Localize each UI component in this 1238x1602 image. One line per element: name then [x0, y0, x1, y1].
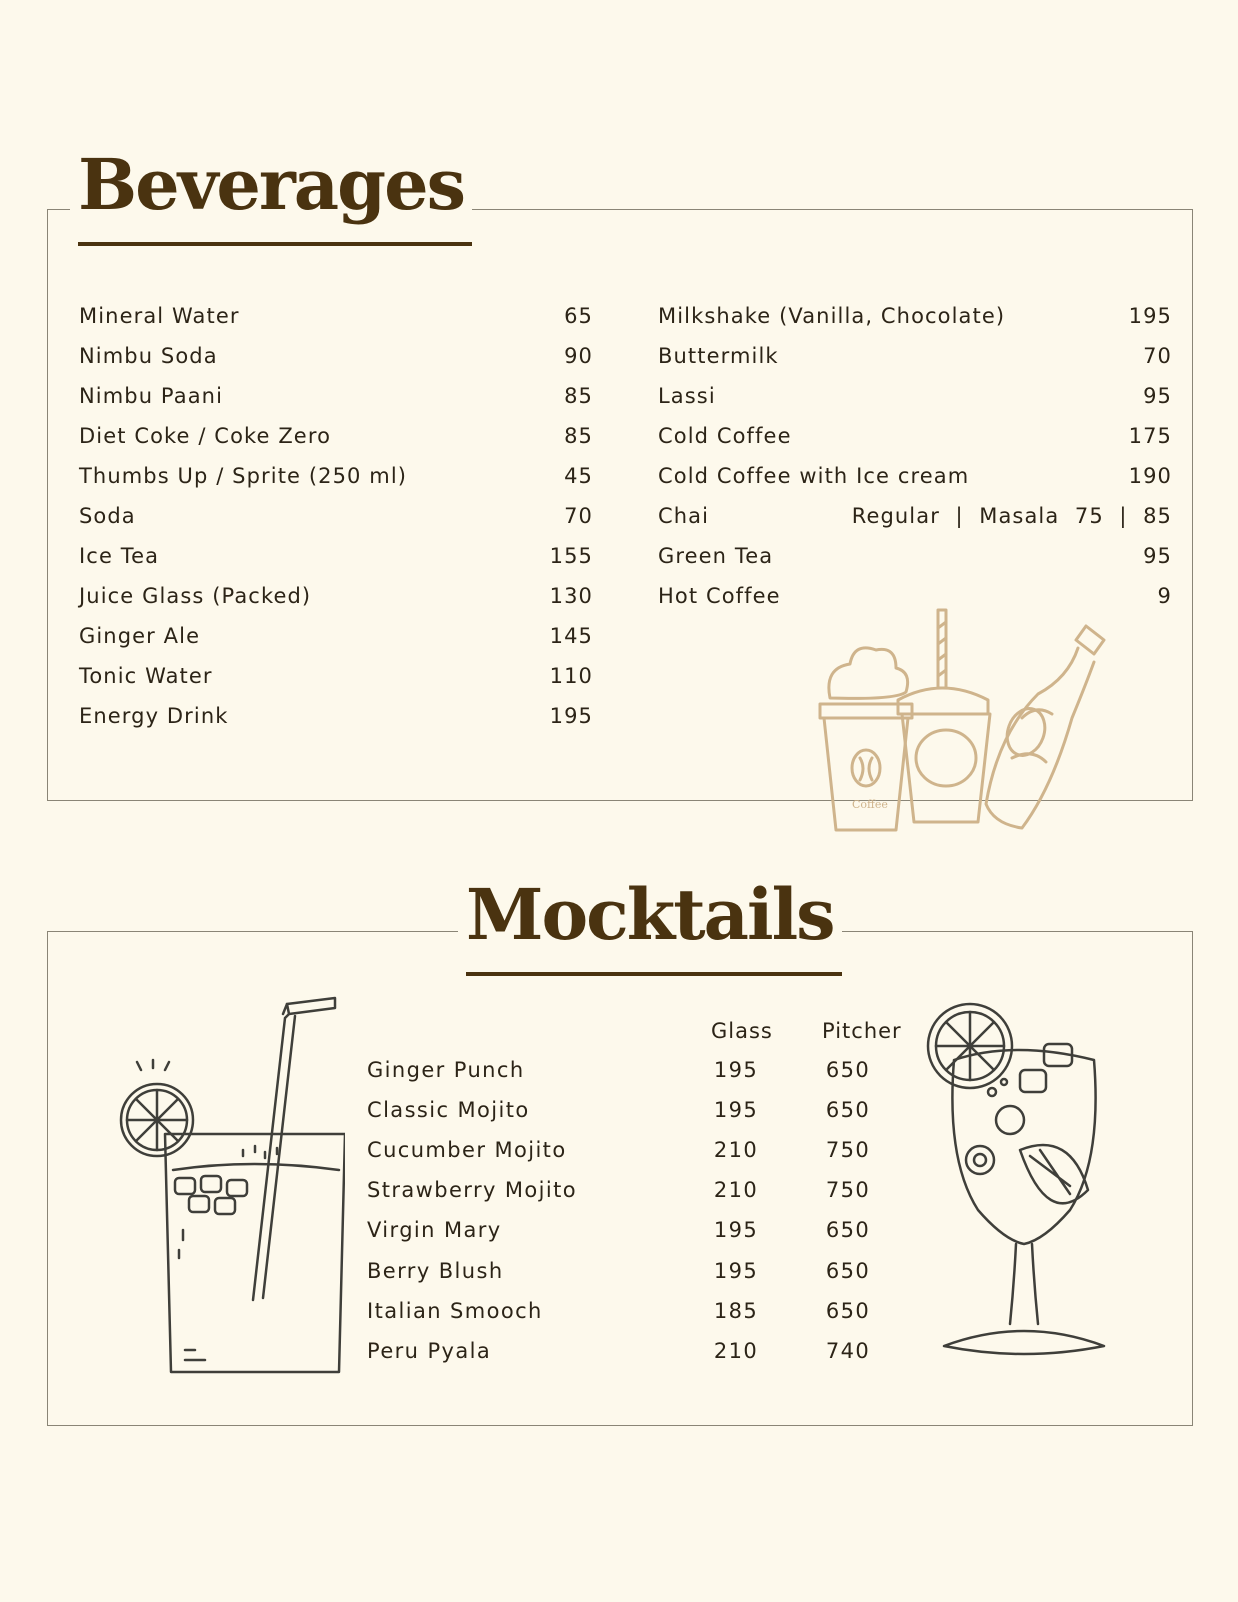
item-name: Juice Glass (Packed) — [79, 584, 312, 608]
mocktail-row — [367, 1135, 887, 1165]
menu-item — [79, 621, 593, 651]
item-name: Italian Smooch — [367, 1299, 543, 1323]
soda-bottle-icon — [986, 626, 1104, 828]
pitcher-price: 650 — [825, 1299, 871, 1323]
pitcher-price: 650 — [825, 1098, 871, 1122]
item-name: Nimbu Paani — [79, 384, 224, 408]
item-name: Ginger Punch — [367, 1058, 525, 1082]
mocktail-row — [367, 1055, 887, 1085]
pitcher-price: 650 — [825, 1259, 871, 1283]
chai-price-options: Regular | Masala 75 | 85 — [851, 504, 1172, 528]
item-price: 9 — [1157, 584, 1172, 608]
menu-item — [79, 421, 593, 451]
menu-item — [79, 461, 593, 491]
glass-price: 210 — [713, 1178, 759, 1202]
item-price: 45 — [564, 464, 593, 488]
mocktail-row — [367, 1095, 887, 1125]
item-name: Mineral Water — [79, 304, 240, 328]
glass-price: 195 — [713, 1259, 759, 1283]
item-name: Ginger Ale — [79, 624, 201, 648]
pitcher-price: 750 — [825, 1178, 871, 1202]
glass-column-header: Glass — [711, 1019, 773, 1043]
beverages-title-underline — [78, 242, 472, 246]
item-name: Thumbs Up / Sprite (250 ml) — [79, 464, 408, 488]
menu-item — [79, 701, 593, 731]
item-name: Energy Drink — [79, 704, 229, 728]
item-price: 110 — [549, 664, 593, 688]
item-name: Berry Blush — [367, 1259, 504, 1283]
drinks-sketch-illustration — [790, 608, 1130, 848]
pitcher-price: 750 — [825, 1138, 871, 1162]
item-name: Classic Mojito — [367, 1098, 530, 1122]
item-price: 130 — [549, 584, 593, 608]
item-name: Nimbu Soda — [79, 344, 218, 368]
menu-item — [658, 301, 1172, 331]
mocktail-row — [367, 1296, 887, 1326]
menu-item — [658, 341, 1172, 371]
mocktails-title: Mocktails — [458, 880, 842, 950]
item-name: Strawberry Mojito — [367, 1178, 578, 1202]
item-price: 85 — [564, 384, 593, 408]
wine-glass-sketch-illustration — [920, 1000, 1120, 1380]
glass-price: 210 — [713, 1138, 759, 1162]
item-name: Cucumber Mojito — [367, 1138, 567, 1162]
pitcher-price: 650 — [825, 1218, 871, 1242]
mocktail-row — [367, 1336, 887, 1366]
glass-price: 185 — [713, 1299, 759, 1323]
glass-price: 195 — [713, 1098, 759, 1122]
item-price: 195 — [1128, 304, 1172, 328]
item-price: 70 — [1143, 344, 1172, 368]
menu-item — [79, 501, 593, 531]
item-price: 90 — [564, 344, 593, 368]
menu-item — [79, 341, 593, 371]
menu-item — [79, 381, 593, 411]
item-price: 190 — [1128, 464, 1172, 488]
pitcher-column-header: Pitcher — [822, 1019, 902, 1043]
menu-item — [658, 381, 1172, 411]
item-price: 195 — [549, 704, 593, 728]
item-name: Tonic Water — [79, 664, 213, 688]
mocktails-title-underline — [466, 972, 842, 976]
menu-item — [658, 421, 1172, 451]
item-price: 95 — [1143, 384, 1172, 408]
mocktail-row — [367, 1215, 887, 1245]
mocktail-row — [367, 1175, 887, 1205]
item-price: 95 — [1143, 544, 1172, 568]
item-price: 145 — [549, 624, 593, 648]
menu-item — [658, 581, 1172, 611]
cup-label: Coffee — [852, 798, 888, 811]
menu-item — [658, 541, 1172, 571]
glass-price: 195 — [713, 1218, 759, 1242]
item-name: Diet Coke / Coke Zero — [79, 424, 332, 448]
item-price: 85 — [564, 424, 593, 448]
menu-item — [79, 581, 593, 611]
item-name: Buttermilk — [658, 344, 779, 368]
tall-glass-sketch-illustration — [115, 990, 345, 1390]
item-name: Peru Pyala — [367, 1339, 492, 1363]
item-name: Ice Tea — [79, 544, 160, 568]
whipped-cream-cup-icon — [820, 648, 912, 830]
item-name: Green Tea — [658, 544, 774, 568]
item-price: 175 — [1128, 424, 1172, 448]
pitcher-price: 740 — [825, 1339, 871, 1363]
menu-item — [658, 461, 1172, 491]
item-name: Hot Coffee — [658, 584, 781, 608]
menu-item — [79, 661, 593, 691]
menu-item-chai — [658, 501, 1172, 531]
glass-price: 195 — [713, 1058, 759, 1082]
pitcher-price: 650 — [825, 1058, 871, 1082]
item-name: Milkshake (Vanilla, Chocolate) — [658, 304, 1006, 328]
item-name: Chai — [658, 504, 710, 528]
item-price: 65 — [564, 304, 593, 328]
item-price: 155 — [549, 544, 593, 568]
beverages-title: Beverages — [70, 150, 472, 220]
mocktail-row — [367, 1256, 887, 1286]
glass-price: 210 — [713, 1339, 759, 1363]
item-name: Lassi — [658, 384, 716, 408]
item-name: Cold Coffee — [658, 424, 792, 448]
item-name: Cold Coffee with Ice cream — [658, 464, 970, 488]
item-name: Soda — [79, 504, 136, 528]
item-price: 70 — [564, 504, 593, 528]
menu-item — [79, 301, 593, 331]
menu-item — [79, 541, 593, 571]
item-name: Virgin Mary — [367, 1218, 502, 1242]
